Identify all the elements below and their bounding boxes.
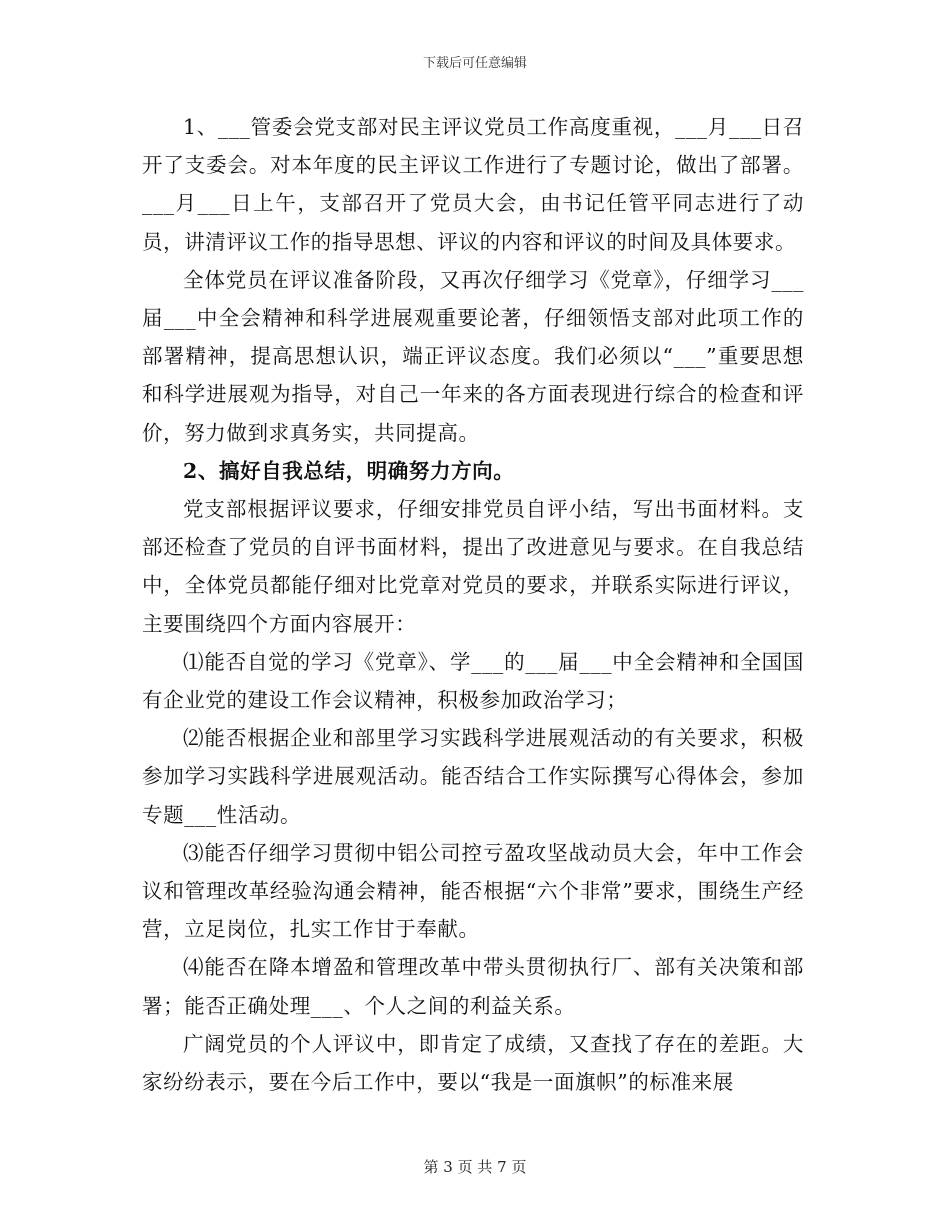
section-heading: 2、搞好自我总结，明确努力方向。 xyxy=(183,458,515,483)
document-body xyxy=(142,108,804,1101)
paragraph-2: 全体党员在评议准备阶段，又再次仔细学习《党章》，仔细学习___届___中全会精神和科学进展观重要论著，仔细领悟支部对此项工作的部署精神，提高思想认识，端正评议态度。我们必须以“___”重要思想和科学进展观为指导，对自己一年来的各方面表现进行综合的检查和评价，努力做到求真务实，共同提高。 xyxy=(142,267,804,445)
paragraph-3: 党支部根据评议要求，仔细安排党员自评小结，写出书面材料。支部还检查了党员的自评书面材料，提出了改进意见与要求。在自我总结中，全体党员都能仔细对比党章对党员的要求，并联系实际进行评议，主要围绕四个方面内容展开： xyxy=(142,497,804,636)
paragraph-4: 广阔党员的个人评议中，即肯定了成绩，又查找了存在的差距。大家纷纷表示，要在今后工作中，要以“我是一面旗帜”的标准来展 xyxy=(142,1031,804,1095)
list-item-1: ⑴能否自觉的学习《党章》、学___的___届___中全会精神和全国国有企业党的建设工作会议精神，积极参加政治学习； xyxy=(142,649,804,713)
paragraph-1: 1、___管委会党支部对民主评议党员工作高度重视，___月___日召开了支委会。对本年度的民主评议工作进行了专题讨论，做出了部署。___月___日上午，支部召开了党员大会，由书记任管平同志进行了动员，讲清评议工作的指导思想、评议的内容和评议的时间及具体要求。 xyxy=(142,115,804,254)
list-item-2: ⑵能否根据企业和部里学习实践科学进展观活动的有关要求，积极参加学习实践科学进展观活动。能否结合工作实际撰写心得体会，参加专题___性活动。 xyxy=(142,726,804,827)
list-item-3: ⑶能否仔细学习贯彻中铝公司控亏盈攻坚战动员大会，年中工作会议和管理改革经验沟通会精神，能否根据“六个非常”要求，围绕生产经营，立足岗位，扎实工作甘于奉献。 xyxy=(142,840,804,942)
list-item-4: ⑷能否在降本增盈和管理改革中带头贯彻执行厂、部有关决策和部署；能否正确处理___、个人之间的利益关系。 xyxy=(142,955,804,1018)
page-footer: 第 3 页 共 7 页 xyxy=(423,1158,527,1176)
page-header: 下载后可任意编辑 xyxy=(422,56,527,71)
